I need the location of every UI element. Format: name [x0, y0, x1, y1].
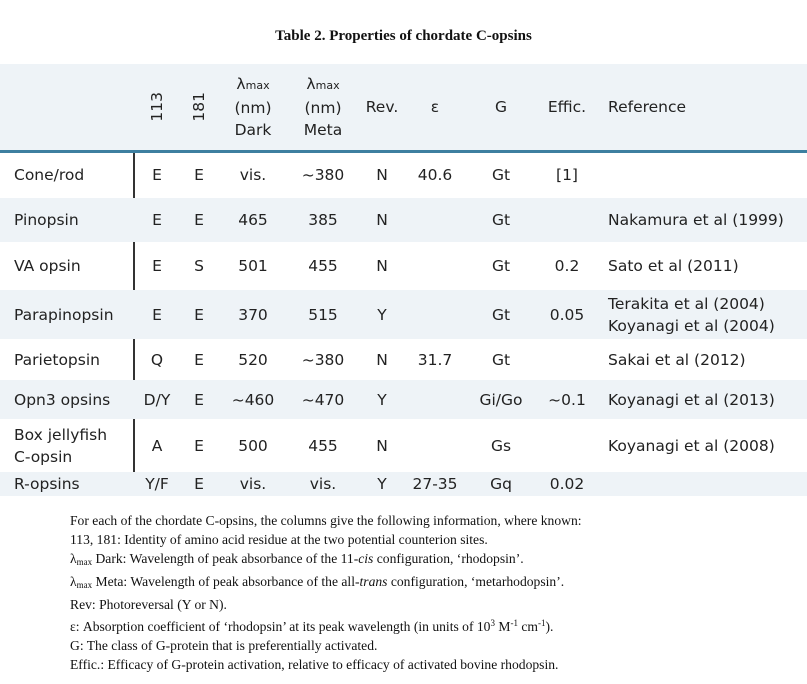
opsin-name: C-opsin: [14, 447, 73, 466]
cell-c113: Y/F: [145, 475, 169, 493]
cell-g: Gt: [491, 305, 511, 324]
cell-c181: E: [194, 165, 204, 184]
cell-c113: A: [151, 436, 163, 455]
cell-dark: 520: [238, 350, 268, 369]
header-rev: Rev.: [365, 98, 399, 116]
cell-effic: [1]: [556, 165, 578, 184]
cell-c181: E: [194, 390, 204, 409]
cell-meta: 455: [308, 436, 338, 455]
cell-g: Gq: [490, 475, 512, 493]
cell-g: Gi/Go: [479, 390, 523, 409]
table-row: [0, 380, 807, 419]
cell-name: [14, 244, 132, 288]
cell-g: Gt: [491, 165, 511, 184]
table-header: [0, 64, 807, 150]
opsin-name: VA opsin: [14, 257, 81, 275]
cell-dark: ~460: [231, 390, 275, 409]
cell-meta: vis.: [309, 475, 337, 493]
cell-meta: 455: [308, 257, 338, 275]
cell-c181: E: [194, 305, 204, 324]
reference-line: Koyanagi et al (2013): [608, 390, 775, 409]
cell-effic: 0.2: [554, 257, 580, 275]
cell-c181: E: [194, 211, 204, 229]
table-footnotes: [70, 511, 800, 674]
cell-c113: E: [152, 257, 162, 275]
cell-ref: [608, 421, 804, 470]
cell-rev: N: [376, 165, 388, 184]
reference-line: Nakamura et al (1999): [608, 211, 784, 229]
cell-name: [14, 380, 132, 419]
reference-line: Terakita et al (2004): [608, 294, 765, 313]
cell-ref: [608, 472, 804, 496]
cell-c113: E: [152, 165, 162, 184]
header-epsilon: ε: [430, 98, 440, 116]
opsin-table: [0, 64, 807, 496]
opsin-name: Cone/rod: [14, 165, 85, 184]
table-row: [0, 290, 807, 339]
reference-line: Sato et al (2011): [608, 257, 739, 275]
table-row: [0, 153, 807, 196]
header-181: 181: [190, 92, 208, 122]
table-row: [0, 244, 807, 288]
cell-name: [14, 198, 132, 242]
cell-dark: vis.: [239, 475, 267, 493]
cell-rev: N: [376, 211, 388, 229]
header-reference: Reference: [608, 98, 687, 116]
cell-c181: E: [194, 475, 204, 493]
cell-rev: N: [376, 436, 388, 455]
cell-g: Gt: [491, 257, 511, 275]
cell-g: Gs: [490, 436, 512, 455]
cell-effic: 0.05: [549, 305, 585, 324]
note-epsilon: ε: Absorption coefficient of ‘rhodopsin’ at its peak wavelength (in units of $10^3$ $M^{-1}$ $cm^{-1}$).: [70, 618, 554, 634]
note-lmax-meta: $\lambda_{max}$ Meta: Wavelength of peak absorbance of the all-trans configuration, ‘metarhodopsin’.: [70, 574, 565, 590]
cell-meta: ~380: [301, 165, 345, 184]
cell-eps: [410, 290, 460, 339]
cell-ref: [608, 380, 804, 419]
header-lmax-meta: λmax (nm) Meta: [303, 75, 343, 139]
cell-c181: S: [194, 257, 204, 275]
opsin-name: Box jellyfish: [14, 425, 108, 444]
cell-dark: 501: [238, 257, 268, 275]
cell-eps: [410, 421, 460, 470]
header-113: 113: [148, 92, 166, 122]
cell-c113: E: [152, 211, 162, 229]
table-row: [0, 421, 807, 470]
cell-c113: Q: [150, 350, 164, 369]
cell-eps: [410, 244, 460, 288]
cell-meta: 385: [308, 211, 338, 229]
cell-meta: 515: [308, 305, 338, 324]
cell-effic: [540, 341, 594, 378]
cell-dark: 465: [238, 211, 268, 229]
cell-eps: 31.7: [417, 350, 453, 369]
table-row: [0, 472, 807, 496]
note-effic: Effic.: Efficacy of G-protein activation, relative to efficacy of activated bovine rhodopsin.: [70, 657, 559, 672]
cell-effic: ~0.1: [548, 390, 586, 409]
note-113-181: 113, 181: Identity of amino acid residue at the two potential counterion sites.: [70, 532, 488, 547]
cell-c113: D/Y: [143, 390, 171, 409]
cell-c181: E: [194, 436, 204, 455]
reference-line: Sakai et al (2012): [608, 350, 746, 369]
cell-name: [14, 472, 132, 496]
note-intro: For each of the chordate C-opsins, the columns give the following information, where known:: [70, 513, 582, 528]
cell-rev: Y: [377, 475, 387, 493]
cell-name: [14, 341, 132, 378]
cell-rev: Y: [377, 305, 387, 324]
cell-ref: [608, 244, 804, 288]
cell-rev: Y: [377, 390, 387, 409]
cell-g: Gt: [491, 211, 511, 229]
cell-ref: [608, 290, 804, 339]
opsin-name: Parapinopsin: [14, 305, 114, 324]
cell-c113: E: [152, 305, 162, 324]
cell-rev: N: [376, 350, 388, 369]
cell-ref: [608, 198, 804, 242]
cell-meta: ~380: [301, 350, 345, 369]
cell-eps: [410, 198, 460, 242]
cell-rev: N: [376, 257, 388, 275]
cell-ref: [608, 153, 804, 196]
cell-name: [14, 290, 132, 339]
header-lmax-dark: λmax (nm) Dark: [234, 75, 272, 139]
header-g: G: [494, 98, 507, 116]
note-rev: Rev: Photoreversal (Y or N).: [70, 597, 227, 612]
cell-dark: 500: [238, 436, 268, 455]
cell-name: [14, 421, 132, 470]
cell-effic: 0.02: [549, 475, 585, 493]
table-row: [0, 341, 807, 378]
reference-line: Koyanagi et al (2004): [608, 316, 775, 335]
cell-dark: vis.: [239, 165, 267, 184]
note-g: G: The class of G-protein that is preferentially activated.: [70, 638, 378, 653]
opsin-name: R-opsins: [14, 475, 80, 493]
cell-ref: [608, 341, 804, 378]
opsin-name: Parietopsin: [14, 350, 100, 369]
cell-eps: 40.6: [417, 165, 453, 184]
note-lmax-dark: $\lambda_{max}$ Dark: Wavelength of peak absorbance of the 11-cis configuration, ‘rhodopsin’.: [70, 551, 524, 567]
cell-eps: [410, 380, 460, 419]
cell-effic: [540, 421, 594, 470]
reference-line: Koyanagi et al (2008): [608, 436, 775, 455]
cell-c181: E: [194, 350, 204, 369]
cell-dark: 370: [238, 305, 268, 324]
opsin-name: Opn3 opsins: [14, 390, 111, 409]
header-effic: Effic.: [547, 98, 587, 116]
cell-meta: ~470: [301, 390, 345, 409]
opsin-name: Pinopsin: [14, 211, 79, 229]
table-row: [0, 198, 807, 242]
table-title: Table 2. Properties of chordate C-opsins: [275, 28, 532, 44]
cell-name: [14, 153, 132, 196]
cell-effic: [540, 198, 594, 242]
cell-g: Gt: [491, 350, 511, 369]
cell-eps: 27-35: [412, 475, 458, 493]
